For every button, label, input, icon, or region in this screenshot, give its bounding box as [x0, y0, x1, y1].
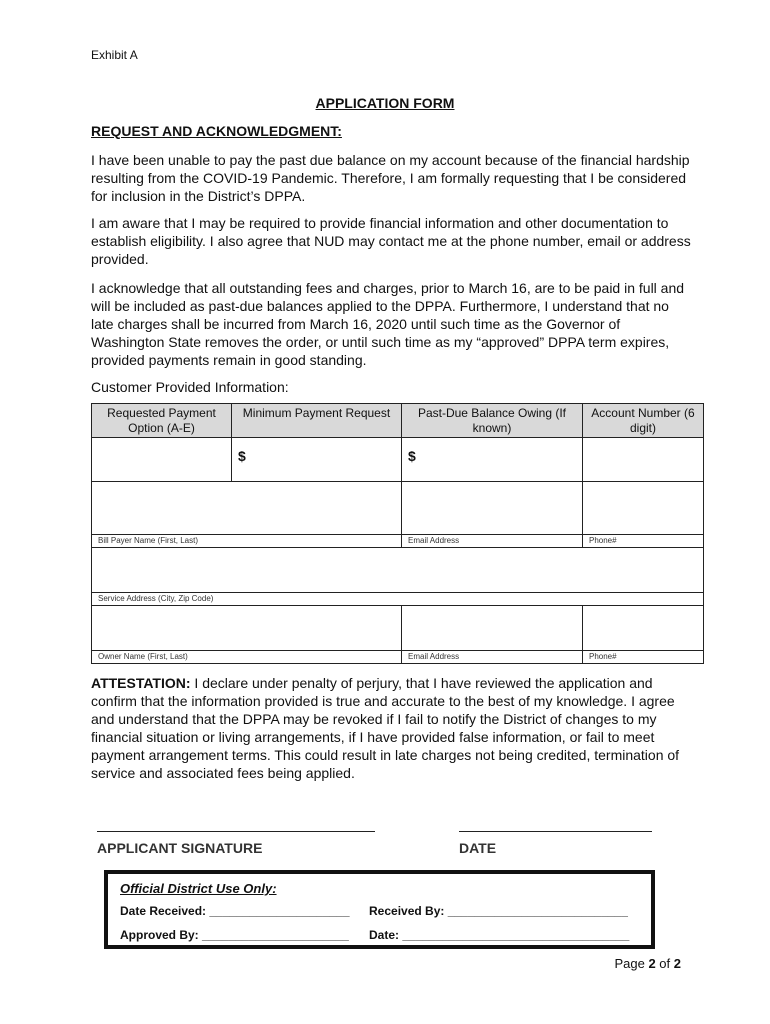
- date-received-field: Date Received: _____________________: [120, 904, 350, 918]
- paragraph-awareness: I am aware that I may be required to provide financial information and other documentation to establish eligibility. I also agree that NUD may contact me at the phone number, email or address provided.: [91, 215, 691, 267]
- section-heading: REQUEST AND ACKNOWLEDGMENT:: [91, 123, 342, 139]
- paragraph-request: I have been unable to pay the past due balance on my account because of the financial hardship resulting from the COVID-19 Pandemic. Therefore, I am formally requesting that I be considered for inclusion in the District’s DPPA.: [91, 152, 690, 204]
- bill-payer-email-label: Email Address: [402, 535, 583, 548]
- owner-name-label: Owner Name (First, Last): [92, 651, 402, 664]
- owner-name-field[interactable]: [92, 606, 402, 651]
- header-account-number: Account Number (6 digit): [583, 404, 704, 438]
- approved-by-field: Approved By: ______________________: [120, 928, 349, 942]
- owner-phone-label: Phone#: [583, 651, 704, 664]
- bill-payer-phone-field[interactable]: [583, 482, 704, 535]
- page-of: of: [655, 956, 674, 971]
- office-date-field: Date: __________________________________: [369, 928, 630, 942]
- account-number-field[interactable]: [583, 438, 704, 482]
- customer-info-table: [91, 403, 704, 664]
- dollar-sign: $: [238, 448, 246, 464]
- received-by-field: Received By: ___________________________: [369, 904, 628, 918]
- dollar-sign: $: [408, 448, 416, 464]
- customer-info-label: Customer Provided Information:: [91, 379, 289, 395]
- office-use-box: [104, 870, 655, 949]
- header-past-due-balance: Past-Due Balance Owing (If known): [402, 404, 583, 438]
- service-address-field[interactable]: [92, 548, 704, 593]
- service-address-label: Service Address (City, Zip Code): [92, 593, 704, 606]
- page-total: 2: [673, 956, 681, 971]
- page-prefix: Page: [614, 956, 649, 971]
- signature-line[interactable]: [97, 831, 375, 832]
- paragraph-acknowledge: I acknowledge that all outstanding fees and charges, prior to March 16, are to be paid in full and will be included as past-due balances applied to the DPPA. Furthermore, I understand that no late charges shall be incurred from March 16, 2020 until such time as the Governor of Washington State removes the order, or until such time as my “approved” DPPA term expires, provided payments remain in good standing.: [91, 280, 685, 368]
- payment-option-field[interactable]: [92, 438, 232, 482]
- minimum-payment-field[interactable]: [232, 438, 402, 482]
- date-line[interactable]: [459, 831, 652, 832]
- owner-email-field[interactable]: [402, 606, 583, 651]
- owner-phone-field[interactable]: [583, 606, 704, 651]
- exhibit-label: Exhibit A: [91, 48, 138, 62]
- bill-payer-phone-label: Phone#: [583, 535, 704, 548]
- attestation-label: ATTESTATION:: [91, 675, 191, 691]
- office-use-title: Official District Use Only:: [120, 881, 277, 896]
- owner-email-label: Email Address: [402, 651, 583, 664]
- bill-payer-name-field[interactable]: [92, 482, 402, 535]
- attestation-text: I declare under penalty of perjury, that I have reviewed the application and confirm that the information provided is true and accurate to the best of my knowledge. I agree and understand that the DPPA may be revoked if I fail to notify the District of changes to my financial situation or living arrangements, if I have provided false information, or fail to meet payment arrangement terms. This could result in late charges not being credited, termination of service and associated fees being applied.: [91, 675, 680, 781]
- bill-payer-name-label: Bill Payer Name (First, Last): [92, 535, 402, 548]
- page-title: APPLICATION FORM: [315, 95, 455, 111]
- page-number: [614, 956, 681, 971]
- header-payment-option: Requested Payment Option (A-E): [92, 404, 232, 438]
- past-due-balance-field[interactable]: [402, 438, 583, 482]
- page-current: 2: [648, 956, 656, 971]
- signature-label: APPLICANT SIGNATURE: [97, 840, 263, 856]
- bill-payer-email-field[interactable]: [402, 482, 583, 535]
- date-label: DATE: [459, 840, 497, 856]
- attestation-paragraph: [91, 674, 681, 782]
- header-minimum-payment: Minimum Payment Request: [232, 404, 402, 438]
